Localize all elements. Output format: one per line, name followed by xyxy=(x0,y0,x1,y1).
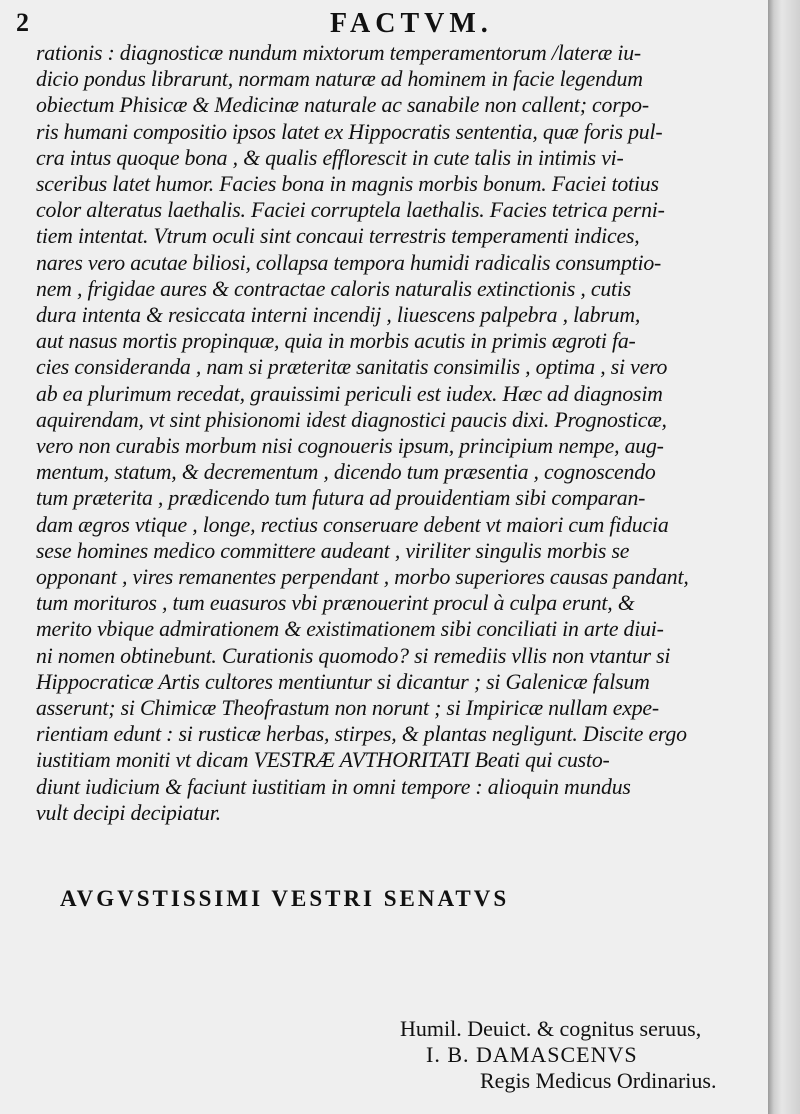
text-line: ab ea plurimum recedat, grauissimi periculi est iudex. Hæc ad diagnosim xyxy=(36,381,663,406)
text-line: diunt iudicium & faciunt iustitiam in omni tempore : alioquin mundus xyxy=(36,774,631,799)
text-line: vult decipi decipiatur. xyxy=(36,800,221,825)
text-line: tum præterita , prædicendo tum futura ad prouidentiam sibi comparan- xyxy=(36,486,646,511)
text-line: nem , frigidae aures & contractae caloris naturalis extinctionis , cutis xyxy=(36,276,632,301)
text-line: cies consideranda , nam si præteritæ sanitatis consimilis , optima , si vero xyxy=(36,355,668,380)
signature-title: Regis Medicus Ordinarius. xyxy=(480,1068,717,1093)
text-line: asserunt; si Chimicæ Theofrastum non norunt ; si Impiricæ nullam expe- xyxy=(36,696,659,721)
text-line: tum morituros , tum euasuros vbi prænouerint procul à culpa erunt, & xyxy=(36,591,635,616)
signature-name: I. B. DAMASCENVS xyxy=(426,1042,638,1067)
running-title: FACTVM. xyxy=(330,8,493,39)
text-line: merito vbique admirationem & existimationem sibi conciliati in arte diui- xyxy=(36,617,664,642)
page-header xyxy=(0,4,768,40)
page-number: 2 xyxy=(16,8,31,37)
text-line: sese homines medico committere audeant , viriliter singulis morbis se xyxy=(36,538,630,563)
text-line: aut nasus mortis propinquæ, quia in morbis acutis in primis ægroti fa- xyxy=(36,329,636,354)
text-line: mentum, statum, & decrementum , dicendo tum præsentia , cognoscendo xyxy=(36,460,656,485)
text-line: Hippocraticæ Artis cultores mentiuntur si dicantur ; si Galenicæ falsum xyxy=(36,669,650,694)
text-line: ni nomen obtinebunt. Curationis quomodo? si remediis vllis non vtantur si xyxy=(36,643,671,668)
text-line: opponant , vires remanentes perpendant , morbo superiores causas pandant, xyxy=(36,565,689,590)
text-line: ris humani compositio ipsos latet ex Hippocratis sententia, quæ foris pul- xyxy=(36,119,663,144)
text-line: tiem intentat. Vtrum oculi sint concaui terrestris temperamenti indices, xyxy=(36,224,640,249)
signature-block xyxy=(400,1016,768,1094)
text-line: dicio pondus librarunt, normam naturæ ad hominem in facie legendum xyxy=(36,67,643,92)
text-line: sceribus latet humor. Facies bona in magnis morbis bonum. Faciei totius xyxy=(36,172,659,197)
text-line: iustitiam moniti vt dicam VESTRÆ AVTHORITATI Beati qui custo- xyxy=(36,748,610,773)
text-line: dam ægros vtique , longe, rectius conseruare debent vt maiori cum fiducia xyxy=(36,512,669,537)
text-line: rientiam edunt : si rusticæ herbas, stirpes, & plantas negligunt. Discite ergo xyxy=(36,722,687,747)
text-line: color alteratus laethalis. Faciei corruptela laethalis. Facies tetrica perni- xyxy=(36,198,665,223)
text-line: aquirendam, vt sint phisionomi idest diagnostici paucis dixi. Prognosticæ, xyxy=(36,407,667,432)
signature-line-1: Humil. Deuict. & cognitus seruus, xyxy=(400,1016,702,1041)
adjacent-page-edge xyxy=(768,0,800,1114)
text-line: obiectum Phisicæ & Medicinæ naturale ac sanabile non callent; corpo- xyxy=(36,93,649,118)
salutation: AVGVSTISSIMI VESTRI SENATVS xyxy=(60,886,510,911)
main-text-block xyxy=(36,40,766,826)
text-line: rationis : diagnosticæ nundum mixtorum temperamentorum /lateræ iu- xyxy=(36,41,641,65)
show-through-text xyxy=(40,852,760,1042)
text-line: vero non curabis morbum nisi cognoueris ipsum, principium nempe, aug- xyxy=(36,434,664,459)
text-line: dura intenta & resiccata interni incendij , liuescens palpebra , labrum, xyxy=(36,303,641,328)
text-line: cra intus quoque bona , & qualis efflorescit in cute talis in intimis vi- xyxy=(36,145,624,170)
text-line: nares vero acutae biliosi, collapsa tempora humidi radicalis consumptio- xyxy=(36,250,662,275)
